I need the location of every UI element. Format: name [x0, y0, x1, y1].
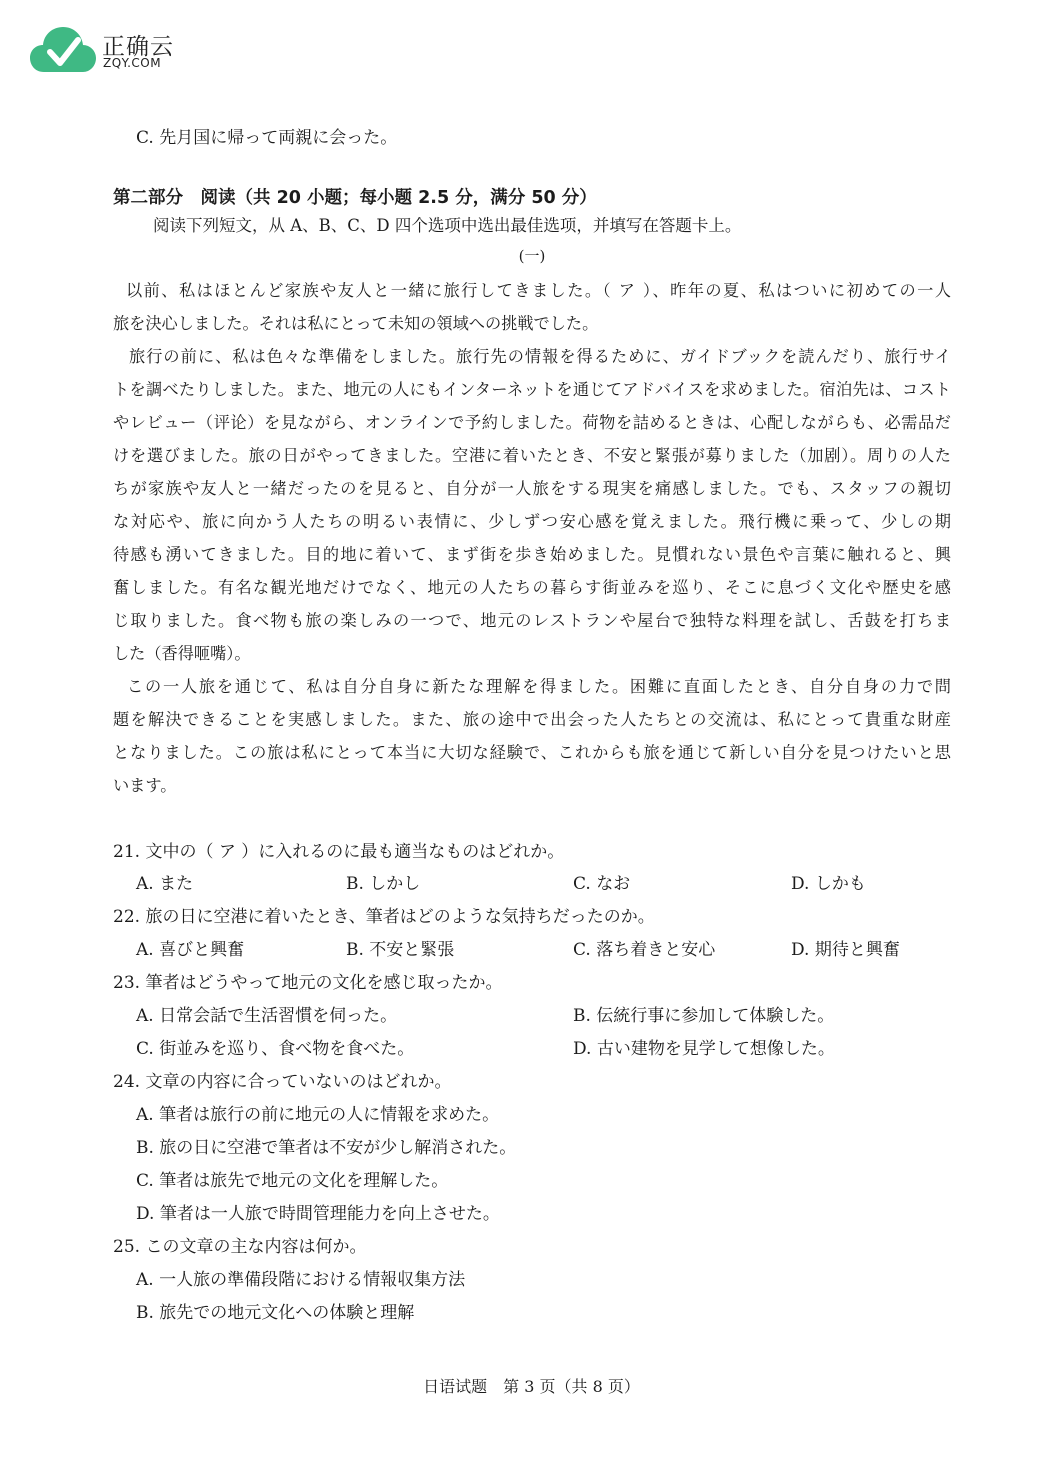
q21-option-b: B. しかし [346, 874, 421, 894]
q22-option-b: B. 不安と緊張 [346, 940, 455, 960]
passage-line: トを調べたりしました。また、地元の人にもインターネットを通じてアドバイスを求めました。宿泊先は、コスト [113, 380, 951, 399]
q21-option-a: A. また [136, 874, 194, 894]
q24-option-d: D. 筆者は一人旅で時間管理能力を向上させた。 [136, 1204, 500, 1224]
q25-option-a: A. 一人旅の準備段階における情報収集方法 [136, 1270, 466, 1290]
passage-line: 旅を決心しました。それは私にとって未知の領域への挑戦でした。 [113, 314, 599, 333]
q22-option-c: C. 落ち着きと安心 [573, 940, 716, 960]
q24-option-c: C. 筆者は旅先で地元の文化を理解した。 [136, 1171, 449, 1191]
passage-line: けを選びました。旅の日がやってきました。空港に着いたとき、不安と緊張が募りました（加剧）。周りの人た [113, 446, 951, 465]
q23-option-c: C. 街並みを巡り、食べ物を食べた。 [136, 1039, 415, 1059]
passage-line: ちが家族や友人と一緒だったのを見ると、自分が一人旅をする現実を痛感しました。でも、スタッフの親切 [113, 479, 951, 498]
passage-line: 旅行の前に、私は色々な準備をしました。旅行先の情報を得るために、ガイドブックを読んだり、旅行サイ [129, 347, 951, 366]
q23-option-a: A. 日常会話で生活習慣を伺った。 [136, 1006, 398, 1026]
q22-option-d: D. 期待と興奮 [791, 940, 900, 960]
section-instruction: 阅读下列短文，从 A、B、C、D 四个选项中选出最佳选项，并填写在答题卡上。 [153, 216, 742, 235]
passage-number: (一) [518, 247, 546, 265]
logo-text: 正确云 [102, 34, 174, 60]
section-title: 第二部分 阅读（共 20 小题；每小题 2.5 分，满分 50 分） [113, 188, 597, 208]
passage-line: います。 [113, 776, 177, 795]
question-24: 24. 文章の内容に合っていないのはどれか。 [113, 1072, 452, 1092]
q25-option-b: B. 旅先での地元文化への体験と理解 [136, 1303, 415, 1323]
prev-option-c: C. 先月国に帰って両親に会った。 [136, 128, 398, 148]
q21-option-d: D. しかも [791, 874, 866, 894]
q22-option-a: A. 喜びと興奮 [136, 940, 245, 960]
question-22: 22. 旅の日に空港に着いたとき、筆者はどのような気持ちだったのか。 [113, 907, 655, 927]
passage-line: この一人旅を通じて、私は自分自身に新たな理解を得ました。困難に直面したとき、自分自身の力で問 [127, 677, 951, 696]
q23-option-d: D. 古い建物を見学して想像した。 [573, 1039, 835, 1059]
logo-domain: ZQY.COM [103, 56, 162, 70]
q24-option-b: B. 旅の日に空港で筆者は不安が少し解消された。 [136, 1138, 517, 1158]
q23-option-b: B. 伝統行事に参加して体験した。 [573, 1006, 835, 1026]
page-footer: 日语试题 第 3 页（共 8 页） [423, 1377, 640, 1396]
passage-line: した（香得咂嘴）。 [113, 644, 251, 663]
passage-line: 奮しました。有名な観光地だけでなく、地元の人たちの暮らす街並みを巡り、そこに息づく文化や歴史を感 [113, 578, 951, 597]
passage-line: 以前、私はほとんど家族や友人と一緒に旅行してきました。（ ア ）、昨年の夏、私はついに初めての一人 [126, 281, 951, 300]
passage-line: じ取りました。食べ物も旅の楽しみの一つで、地元のレストランや屋台で独特な料理を試し、舌鼓を打ちま [113, 611, 951, 630]
passage-line: やレビュー（评论）を見ながら、オンラインで予約しました。荷物を詰めるときは、心配しながらも、必需品だ [113, 413, 951, 432]
passage-line: 題を解決できることを実感しました。また、旅の途中で出会った人たちとの交流は、私にとって貴重な財産 [113, 710, 951, 729]
question-23: 23. 筆者はどうやって地元の文化を感じ取ったか。 [113, 973, 503, 993]
question-21: 21. 文中の（ ア ）に入れるのに最も適当なものはどれか。 [113, 842, 565, 862]
passage-line: となりました。この旅は私にとって本当に大切な経験で、これからも旅を通じて新しい自分を見つけたいと思 [113, 743, 951, 762]
passage-line: 待感も湧いてきました。目的地に着いて、まず街を歩き始めました。見慣れない景色や言葉に触れると、興 [113, 545, 951, 564]
logo [28, 22, 188, 78]
question-25: 25. この文章の主な内容は何か。 [113, 1237, 367, 1257]
q21-option-c: C. なお [573, 874, 631, 894]
cloud-check-icon [28, 22, 98, 76]
q24-option-a: A. 筆者は旅行の前に地元の人に情報を求めた。 [136, 1105, 500, 1125]
passage-line: な対応や、旅に向かう人たちの明るい表情に、少しずつ安心感を覚えました。飛行機に乗って、少しの期 [113, 512, 951, 531]
